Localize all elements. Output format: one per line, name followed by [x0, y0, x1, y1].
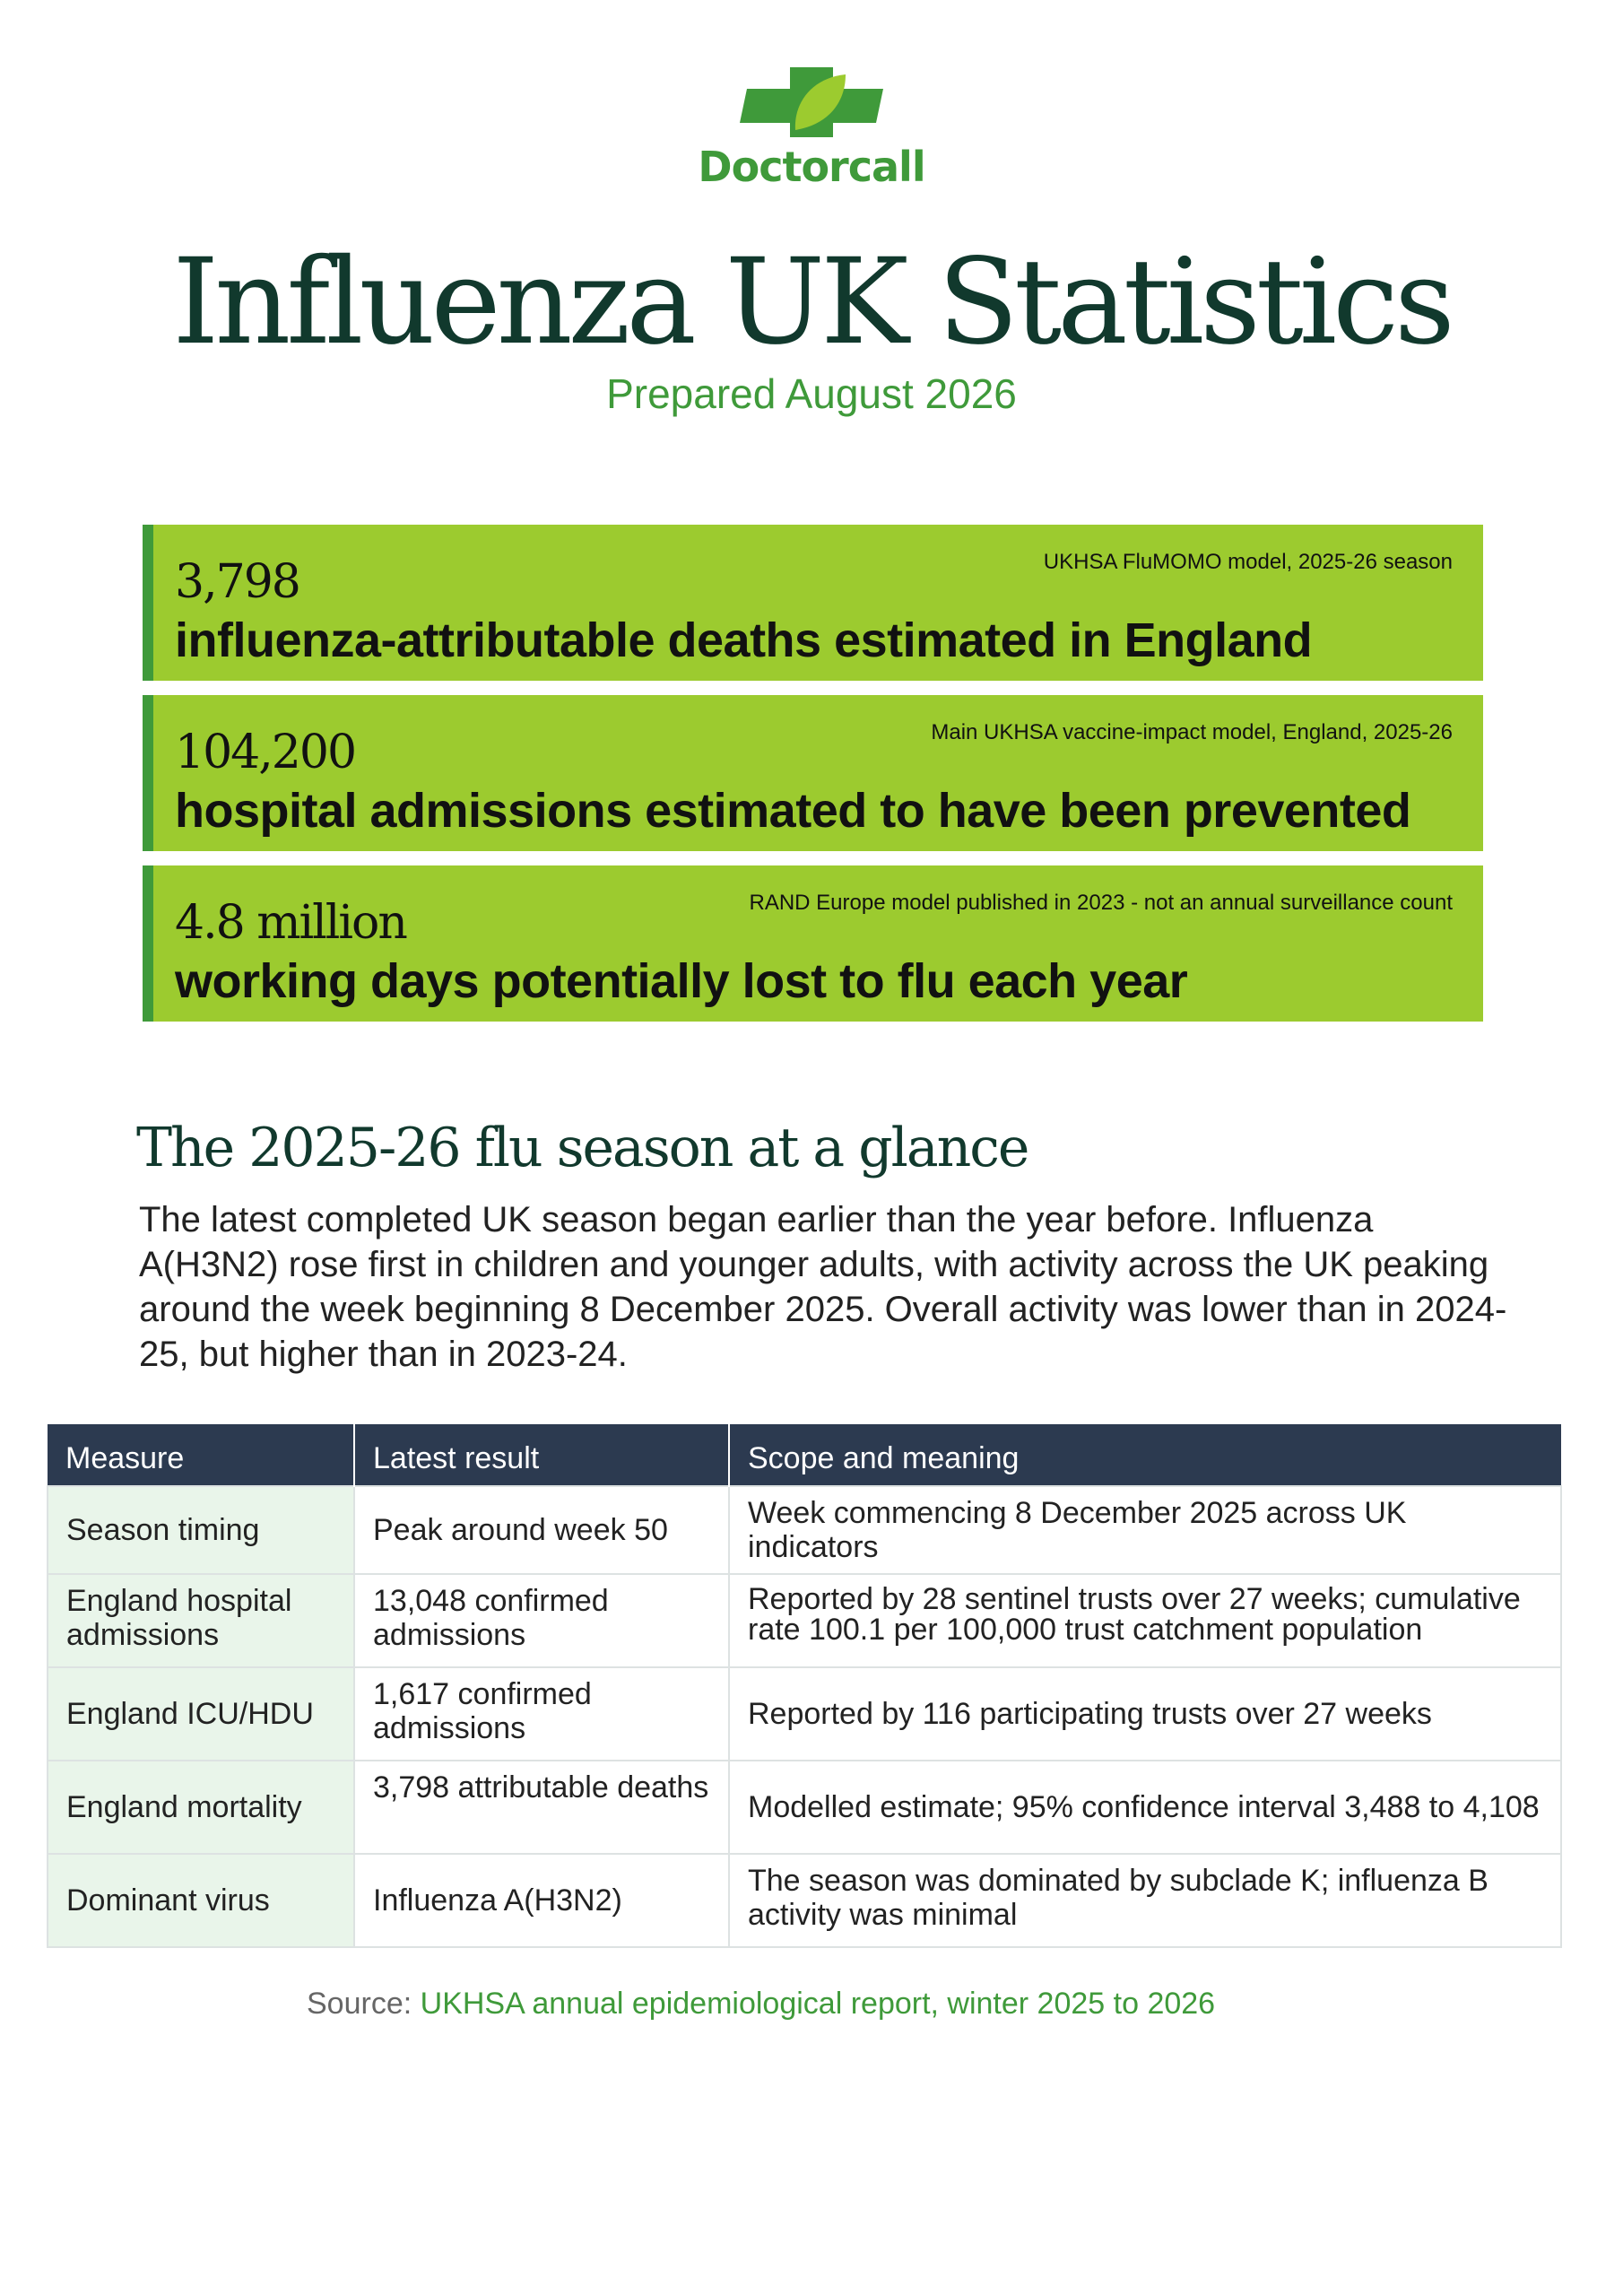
stat-description: hospital admissions estimated to have been prevented — [175, 784, 1411, 838]
column-header-latest-result: Latest result — [354, 1424, 729, 1486]
source-text: UKHSA annual epidemiological report, winter 2025 to 2026 — [420, 1987, 1216, 2021]
cell-measure: England ICU/HDU — [48, 1667, 354, 1761]
stat-description: working days potentially lost to flu each year — [175, 954, 1188, 1008]
cell-scope: Week commencing 8 December 2025 across UK indicators — [729, 1486, 1561, 1574]
table-row — [48, 1574, 1561, 1667]
cell-measure: Season timing — [48, 1486, 354, 1574]
stat-source: RAND Europe model published in 2023 - not an annual surveillance count — [749, 891, 1453, 915]
table-header-row — [48, 1424, 1561, 1486]
cell-measure: Dominant virus — [48, 1854, 354, 1947]
stat-source: Main UKHSA vaccine-impact model, England, 2025-26 — [931, 720, 1453, 744]
column-header-scope: Scope and meaning — [729, 1424, 1561, 1486]
stat-card-working-days — [143, 865, 1483, 1022]
cell-latest-result: Peak around week 50 — [354, 1486, 729, 1574]
cell-scope: Modelled estimate; 95% confidence interval 3,488 to 4,108 — [729, 1761, 1561, 1854]
source-label: Source: — [307, 1987, 412, 2021]
section-body: The latest completed UK season began earlier than the year before. Influenza A(H3N2) rose first in children and younger adults, with activity across the UK peaking around the week beginning 8 December 2025. Overall activity was lower than in 2024-25, but higher than in 2023-24. — [139, 1200, 1507, 1374]
source-citation — [307, 1987, 1215, 2022]
stat-description: influenza-attributable deaths estimated in England — [175, 613, 1313, 667]
cell-measure: England mortality — [48, 1761, 354, 1854]
table-row — [48, 1854, 1561, 1947]
medical-cross-leaf-icon — [740, 67, 883, 137]
cell-latest-result: Influenza A(H3N2) — [354, 1854, 729, 1947]
stat-card-deaths — [143, 525, 1483, 681]
page-title: Influenza UK Statistics — [172, 233, 1451, 371]
cell-scope: The season was dominated by subclade K; influenza B activity was minimal — [729, 1854, 1561, 1947]
table-row — [48, 1761, 1561, 1854]
page-subtitle: Prepared August 2026 — [606, 370, 1017, 417]
cell-latest-result: 1,617 confirmed admissions — [354, 1667, 729, 1761]
stat-value: 3,798 — [175, 555, 299, 609]
section-heading: The 2025-26 flu season at a glance — [136, 1117, 1028, 1179]
stat-source: UKHSA FluMOMO model, 2025-26 season — [1043, 550, 1453, 574]
table-row — [48, 1486, 1561, 1574]
season-summary-table — [47, 1424, 1562, 1948]
cell-latest-result: 3,798 attributable deaths — [354, 1761, 729, 1854]
doctorcall-logo — [0, 67, 1623, 191]
stat-value: 104,200 — [175, 726, 356, 779]
column-header-measure: Measure — [48, 1424, 354, 1486]
cell-measure: England hospital admissions — [48, 1574, 354, 1667]
brand-name: Doctorcall — [698, 143, 925, 191]
stat-value: 4.8 million — [175, 896, 406, 950]
cell-latest-result: 13,048 confirmed admissions — [354, 1574, 729, 1667]
cell-scope: Reported by 116 participating trusts over 27 weeks — [729, 1667, 1561, 1761]
table-row — [48, 1667, 1561, 1761]
cell-scope: Reported by 28 sentinel trusts over 27 weeks; cumulative rate 100.1 per 100,000 trust catchment population — [729, 1574, 1561, 1667]
stat-card-admissions-prevented — [143, 695, 1483, 851]
